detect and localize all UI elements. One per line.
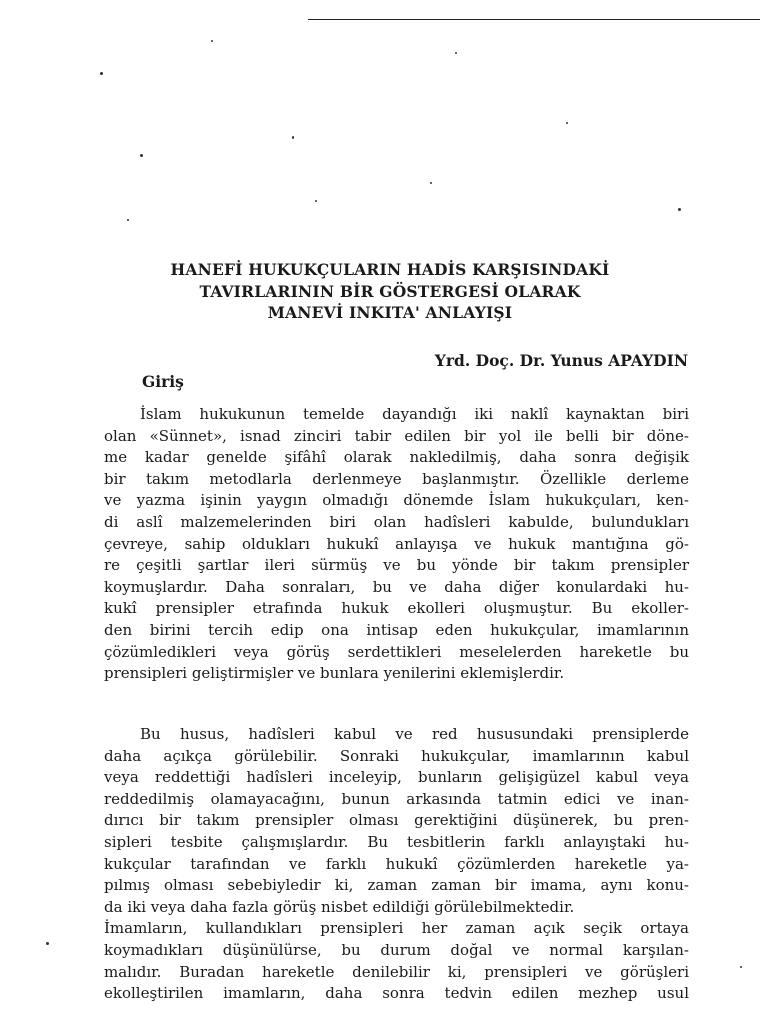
title-line: TAVIRLARININ BİR GÖSTERGESİ OLARAK (199, 281, 581, 301)
text-line: ekolleştirilen imamların, daha sonra tedvin edilen mezhep usul (104, 984, 689, 1003)
text-line: di aslî malzemelerinden biri olan hadîsleri kabulde, bulundukları (104, 512, 689, 531)
text-line: koymuşlardır. Daha sonraları, bu ve daha diğer konulardaki hu- (104, 577, 689, 596)
text-line: İmamların, kullandıkları prensipleri her zaman açık seçik ortaya (104, 919, 689, 938)
text-line: pılmış olması sebebiyledir ki, zaman zaman bir imama, aynı konu- (104, 876, 689, 895)
text-line: İslam hukukunun temelde dayandığı iki naklî kaynaktan biri (140, 405, 689, 423)
text-line: Bu husus, hadîsleri kabul ve red hususundaki prensiplerde (140, 725, 689, 743)
paragraph (104, 724, 689, 1005)
text-line: re çeşitli şartlar ileri sürmüş ve bu yönde bir takım prensipler (104, 556, 689, 575)
text-line: kukçular tarafından ve farklı hukukî çözümlerden hareketle ya- (104, 854, 689, 873)
text-line: daha açıkça görülebilir. Sonraki hukukçular, imamlarının kabul (104, 746, 689, 765)
paragraph (104, 404, 689, 685)
text-line: den birini tercih edip ona intisap eden hukukçular, imamlarının (104, 620, 689, 639)
text-line: koymadıkları düşünülürse, bu durum doğal ve normal karşılan- (104, 940, 689, 959)
article-title (140, 259, 640, 324)
section-heading: Giriş (142, 372, 184, 391)
text-line: malıdır. Buradan hareketle denilebilir ki, prensipleri ve görüşleri (104, 962, 689, 981)
text-line: me kadar genelde şifâhî olarak nakledilmiş, daha sonra değişik (104, 448, 689, 467)
text-line: veya reddettiği hadîsleri inceleyip, bunların gelişigüzel kabul veya (104, 768, 689, 787)
text-line: reddedilmiş olamayacağını, bunun arkasında tatmin edici ve inan- (104, 789, 689, 808)
text-line: kukî prensipler etrafında hukuk ekolleri oluşmuştur. Bu ekoller- (104, 599, 689, 618)
author-name: Yrd. Doç. Dr. Yunus APAYDIN (434, 351, 688, 370)
text-line: da iki veya daha fazla görüş nisbet edildiği görülebilmektedir. (104, 897, 575, 916)
text-line: çözümledikleri veya görüş serdettikleri meselelerden hareketle bu (104, 642, 689, 661)
text-line: dırıcı bir takım prensipler olması gerektiğini düşünerek, bu pren- (104, 811, 689, 830)
top-rule (308, 19, 760, 20)
text-line: bir takım metodlarla derlenmeye başlanmıştır. Özellikle derleme (104, 469, 689, 488)
title-line: MANEVİ INKITA' ANLAYIŞI (267, 303, 513, 322)
text-line: prensipleri geliştirmişler ve bunlara yenilerini eklemişlerdir. (104, 664, 565, 683)
text-line: çevreye, sahip oldukları hukukî anlayışa ve hukuk mantığına gö- (104, 534, 689, 553)
text-line: sipleri tesbite çalışmışlardır. Bu tesbitlerin farklı anlayıştaki hu- (104, 832, 689, 851)
text-line: ve yazma işinin yaygın olmadığı dönemde İslam hukukçuları, ken- (104, 491, 689, 510)
text-line: olan «Sünnet», isnad zinciri tabir edilen bir yol ile belli bir döne- (104, 426, 689, 445)
title-line: HANEFİ HUKUKÇULARIN HADİS KARŞISINDAKİ (170, 260, 610, 279)
